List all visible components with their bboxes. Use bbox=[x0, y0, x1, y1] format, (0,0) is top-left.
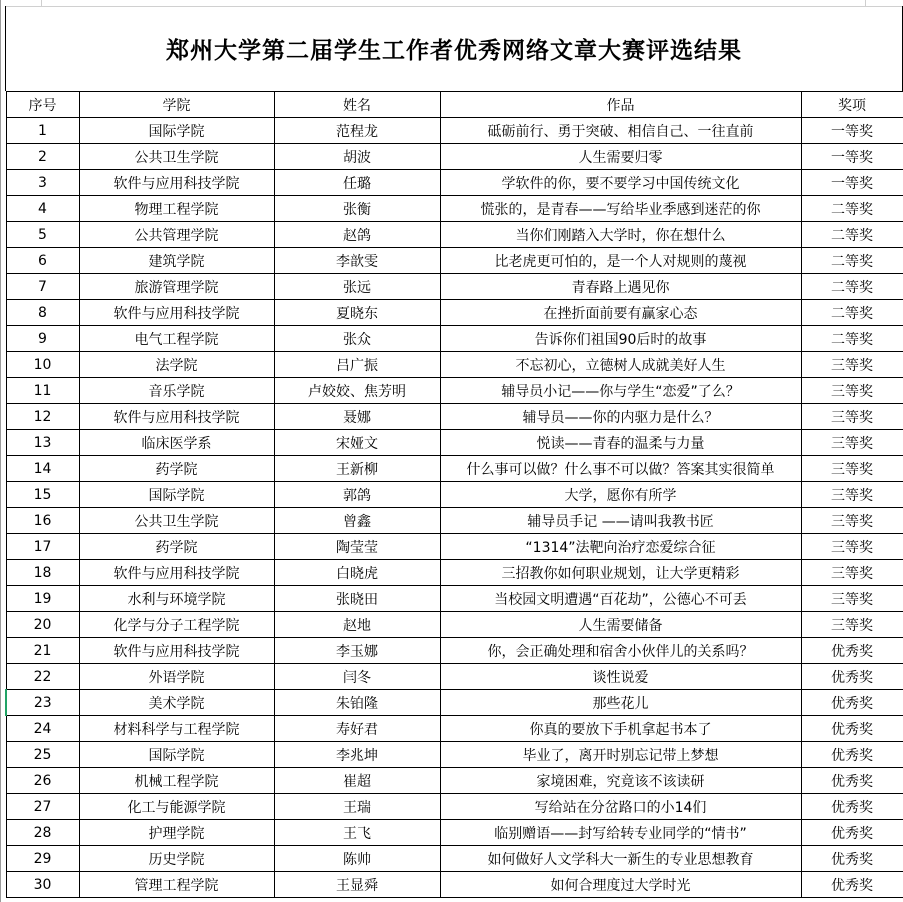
cell-work[interactable]: 不忘初心，立德树人成就美好人生 bbox=[440, 352, 801, 378]
cell-name[interactable]: 聂娜 bbox=[274, 404, 440, 430]
cell-name[interactable]: 张衡 bbox=[274, 196, 440, 222]
cell-college[interactable]: 国际学院 bbox=[79, 742, 274, 768]
table-row bbox=[6, 144, 903, 170]
cell-award[interactable]: 二等奖 bbox=[801, 222, 903, 248]
table-row bbox=[6, 820, 903, 846]
cell-index[interactable]: 8 bbox=[6, 300, 79, 326]
cell-name[interactable]: 陈帅 bbox=[274, 846, 440, 872]
cell-index[interactable]: 5 bbox=[6, 222, 79, 248]
table-row bbox=[6, 534, 903, 560]
cell-work[interactable]: 辅导员手记 ——请叫我教书匠 bbox=[440, 508, 801, 534]
cell-work[interactable]: 家境困难，究竟该不该读研 bbox=[440, 768, 801, 794]
header-row bbox=[6, 92, 903, 118]
cell-college[interactable]: 公共卫生学院 bbox=[79, 508, 274, 534]
table-row bbox=[6, 638, 903, 664]
cell-college[interactable]: 软件与应用科技学院 bbox=[79, 300, 274, 326]
title-cell[interactable] bbox=[5, 6, 903, 91]
cell-college[interactable]: 外语学院 bbox=[79, 664, 274, 690]
cell-index[interactable]: 21 bbox=[6, 638, 79, 664]
cell-college[interactable]: 旅游管理学院 bbox=[79, 274, 274, 300]
cell-award[interactable]: 一等奖 bbox=[801, 118, 903, 144]
cell-name[interactable]: 郭鸽 bbox=[274, 482, 440, 508]
cell-college[interactable]: 药学院 bbox=[79, 534, 274, 560]
header-award[interactable]: 奖项 bbox=[801, 92, 903, 118]
cell-work[interactable]: 悦读——青春的温柔与力量 bbox=[440, 430, 801, 456]
cell-work[interactable]: 辅导员——你的内驱力是什么？ bbox=[440, 404, 801, 430]
cell-name[interactable]: 王新柳 bbox=[274, 456, 440, 482]
cell-college[interactable]: 建筑学院 bbox=[79, 248, 274, 274]
cell-award[interactable]: 三等奖 bbox=[801, 482, 903, 508]
cell-work[interactable]: 三招教你如何职业规划，让大学更精彩 bbox=[440, 560, 801, 586]
cell-name[interactable]: 李歆雯 bbox=[274, 248, 440, 274]
cell-college[interactable]: 软件与应用科技学院 bbox=[79, 404, 274, 430]
cell-work[interactable]: 你真的要放下手机拿起书本了 bbox=[440, 716, 801, 742]
cell-name[interactable]: 卢姣姣、焦芳明 bbox=[274, 378, 440, 404]
cell-work[interactable]: 写给站在分岔路口的小14们 bbox=[440, 794, 801, 820]
cell-index[interactable]: 14 bbox=[6, 456, 79, 482]
spreadsheet bbox=[5, 0, 902, 902]
cell-award[interactable]: 三等奖 bbox=[801, 352, 903, 378]
cell-name[interactable]: 闫冬 bbox=[274, 664, 440, 690]
cell-college[interactable]: 历史学院 bbox=[79, 846, 274, 872]
cell-name[interactable]: 赵鸽 bbox=[274, 222, 440, 248]
cell-award[interactable]: 二等奖 bbox=[801, 326, 903, 352]
cell-college[interactable]: 护理学院 bbox=[79, 820, 274, 846]
cell-award[interactable]: 优秀奖 bbox=[801, 690, 903, 716]
cell-award[interactable]: 三等奖 bbox=[801, 586, 903, 612]
cell-index[interactable]: 27 bbox=[6, 794, 79, 820]
table-row bbox=[6, 118, 903, 144]
cell-college[interactable]: 国际学院 bbox=[79, 482, 274, 508]
cell-college[interactable]: 公共管理学院 bbox=[79, 222, 274, 248]
cell-name[interactable]: 张晓田 bbox=[274, 586, 440, 612]
table-row bbox=[6, 742, 903, 768]
cell-work[interactable]: 临别赠语——封写给转专业同学的“情书” bbox=[440, 820, 801, 846]
results-table bbox=[5, 91, 903, 898]
cell-name[interactable]: 夏晓东 bbox=[274, 300, 440, 326]
cell-index[interactable]: 16 bbox=[6, 508, 79, 534]
cell-award[interactable]: 一等奖 bbox=[801, 170, 903, 196]
table-row bbox=[6, 274, 903, 300]
cell-award[interactable]: 优秀奖 bbox=[801, 664, 903, 690]
cell-index[interactable]: 28 bbox=[6, 820, 79, 846]
table-row bbox=[6, 300, 903, 326]
table-row bbox=[6, 794, 903, 820]
cell-award[interactable]: 优秀奖 bbox=[801, 794, 903, 820]
cell-name[interactable]: 胡波 bbox=[274, 144, 440, 170]
cell-college[interactable]: 物理工程学院 bbox=[79, 196, 274, 222]
cell-award[interactable]: 三等奖 bbox=[801, 378, 903, 404]
cell-college[interactable]: 软件与应用科技学院 bbox=[79, 560, 274, 586]
sheet-left-edge bbox=[0, 0, 1, 902]
cell-award[interactable]: 优秀奖 bbox=[801, 846, 903, 872]
cell-name[interactable]: 王显舜 bbox=[274, 872, 440, 898]
cell-work[interactable]: 人生需要储备 bbox=[440, 612, 801, 638]
cell-name[interactable]: 寿好君 bbox=[274, 716, 440, 742]
table-body bbox=[6, 118, 903, 898]
cell-college[interactable]: 化工与能源学院 bbox=[79, 794, 274, 820]
cell-college[interactable]: 公共卫生学院 bbox=[79, 144, 274, 170]
cell-work[interactable]: 人生需要归零 bbox=[440, 144, 801, 170]
cell-index[interactable]: 30 bbox=[6, 872, 79, 898]
cell-award[interactable]: 三等奖 bbox=[801, 612, 903, 638]
header-work[interactable]: 作品 bbox=[440, 92, 801, 118]
cell-index[interactable]: 25 bbox=[6, 742, 79, 768]
cell-college[interactable]: 药学院 bbox=[79, 456, 274, 482]
cell-award[interactable]: 三等奖 bbox=[801, 430, 903, 456]
table-row bbox=[6, 872, 903, 898]
cell-index[interactable]: 20 bbox=[6, 612, 79, 638]
table-row bbox=[6, 378, 903, 404]
cell-index[interactable]: 17 bbox=[6, 534, 79, 560]
cell-award[interactable]: 二等奖 bbox=[801, 300, 903, 326]
table-row bbox=[6, 430, 903, 456]
cell-work[interactable]: 在挫折面前要有赢家心态 bbox=[440, 300, 801, 326]
cell-award[interactable]: 优秀奖 bbox=[801, 638, 903, 664]
cell-name[interactable]: 范程龙 bbox=[274, 118, 440, 144]
cell-work[interactable]: 大学，愿你有所学 bbox=[440, 482, 801, 508]
cell-award[interactable]: 优秀奖 bbox=[801, 768, 903, 794]
cell-work[interactable]: 毕业了，离开时别忘记带上梦想 bbox=[440, 742, 801, 768]
cell-college[interactable]: 管理工程学院 bbox=[79, 872, 274, 898]
cell-work[interactable]: 慌张的，是青春——写给毕业季感到迷茫的你 bbox=[440, 196, 801, 222]
cell-award[interactable]: 优秀奖 bbox=[801, 820, 903, 846]
cell-award[interactable]: 优秀奖 bbox=[801, 872, 903, 898]
cell-name[interactable]: 张远 bbox=[274, 274, 440, 300]
cell-work[interactable]: 辅导员小记——你与学生“恋爱”了么？ bbox=[440, 378, 801, 404]
cell-index[interactable]: 9 bbox=[6, 326, 79, 352]
table-row bbox=[6, 612, 903, 638]
table-row bbox=[6, 664, 903, 690]
header-index[interactable]: 序号 bbox=[6, 92, 79, 118]
cell-award[interactable]: 三等奖 bbox=[801, 534, 903, 560]
cell-work[interactable]: 砥砺前行、勇于突破、相信自己、一往直前 bbox=[440, 118, 801, 144]
header-name[interactable]: 姓名 bbox=[274, 92, 440, 118]
cell-index[interactable]: 11 bbox=[6, 378, 79, 404]
table-row bbox=[6, 690, 903, 716]
cell-award[interactable]: 三等奖 bbox=[801, 404, 903, 430]
cell-award[interactable]: 三等奖 bbox=[801, 508, 903, 534]
cell-college[interactable]: 机械工程学院 bbox=[79, 768, 274, 794]
cell-college[interactable]: 化学与分子工程学院 bbox=[79, 612, 274, 638]
cell-name[interactable]: 白晓虎 bbox=[274, 560, 440, 586]
cell-award[interactable]: 二等奖 bbox=[801, 248, 903, 274]
cell-name[interactable]: 陶莹莹 bbox=[274, 534, 440, 560]
cell-work[interactable]: 什么事可以做？什么事不可以做？答案其实很简单 bbox=[440, 456, 801, 482]
cell-index[interactable]: 19 bbox=[6, 586, 79, 612]
cell-index[interactable]: 26 bbox=[6, 768, 79, 794]
cell-college[interactable]: 法学院 bbox=[79, 352, 274, 378]
cell-work[interactable]: “1314”法靶向治疗恋爱综合征 bbox=[440, 534, 801, 560]
cell-college[interactable]: 国际学院 bbox=[79, 118, 274, 144]
table-row bbox=[6, 586, 903, 612]
table-row bbox=[6, 560, 903, 586]
cell-college[interactable]: 水利与环境学院 bbox=[79, 586, 274, 612]
cell-index[interactable]: 3 bbox=[6, 170, 79, 196]
table-row bbox=[6, 456, 903, 482]
cell-award[interactable]: 三等奖 bbox=[801, 560, 903, 586]
cell-award[interactable]: 优秀奖 bbox=[801, 742, 903, 768]
cell-index[interactable]: 12 bbox=[6, 404, 79, 430]
cell-name[interactable]: 宋娅文 bbox=[274, 430, 440, 456]
table-row bbox=[6, 222, 903, 248]
cell-index[interactable]: 1 bbox=[6, 118, 79, 144]
table-row bbox=[6, 248, 903, 274]
cell-college[interactable]: 电气工程学院 bbox=[79, 326, 274, 352]
cell-index[interactable]: 15 bbox=[6, 482, 79, 508]
cell-college[interactable]: 美术学院 bbox=[79, 690, 274, 716]
cell-award[interactable]: 优秀奖 bbox=[801, 716, 903, 742]
cell-name[interactable]: 曾鑫 bbox=[274, 508, 440, 534]
cell-work[interactable]: 如何合理度过大学时光 bbox=[440, 872, 801, 898]
cell-name[interactable]: 李兆坤 bbox=[274, 742, 440, 768]
cell-work[interactable]: 谈性说爱 bbox=[440, 664, 801, 690]
cell-index[interactable]: 29 bbox=[6, 846, 79, 872]
cell-award[interactable]: 二等奖 bbox=[801, 274, 903, 300]
table-row bbox=[6, 352, 903, 378]
cell-index[interactable]: 10 bbox=[6, 352, 79, 378]
cell-work[interactable]: 青春路上遇见你 bbox=[440, 274, 801, 300]
cell-award[interactable]: 二等奖 bbox=[801, 196, 903, 222]
cell-name[interactable]: 张众 bbox=[274, 326, 440, 352]
table-row bbox=[6, 846, 903, 872]
cell-award[interactable]: 一等奖 bbox=[801, 144, 903, 170]
table-row bbox=[6, 716, 903, 742]
cell-name[interactable]: 王飞 bbox=[274, 820, 440, 846]
cell-work[interactable]: 你，会正确处理和宿舍小伙伴儿的关系吗？ bbox=[440, 638, 801, 664]
cell-college[interactable]: 音乐学院 bbox=[79, 378, 274, 404]
table-row bbox=[6, 482, 903, 508]
cell-award[interactable]: 三等奖 bbox=[801, 456, 903, 482]
cell-index[interactable]: 2 bbox=[6, 144, 79, 170]
table-row bbox=[6, 508, 903, 534]
cell-name[interactable]: 任璐 bbox=[274, 170, 440, 196]
cell-college[interactable]: 临床医学系 bbox=[79, 430, 274, 456]
cell-index[interactable]: 24 bbox=[6, 716, 79, 742]
cell-name[interactable]: 吕广振 bbox=[274, 352, 440, 378]
cell-work[interactable]: 当你们刚踏入大学时，你在想什么 bbox=[440, 222, 801, 248]
cell-college[interactable]: 软件与应用科技学院 bbox=[79, 638, 274, 664]
cell-index[interactable]: 13 bbox=[6, 430, 79, 456]
cell-name[interactable]: 朱铂隆 bbox=[274, 690, 440, 716]
table-row bbox=[6, 196, 903, 222]
cell-index[interactable]: 6 bbox=[6, 248, 79, 274]
table-row bbox=[6, 326, 903, 352]
cell-name[interactable]: 王瑞 bbox=[274, 794, 440, 820]
cell-work[interactable]: 那些花儿 bbox=[440, 690, 801, 716]
table-row bbox=[6, 404, 903, 430]
cell-work[interactable]: 学软件的你，要不要学习中国传统文化 bbox=[440, 170, 801, 196]
cell-index[interactable]: 4 bbox=[6, 196, 79, 222]
cell-index[interactable]: 7 bbox=[6, 274, 79, 300]
cell-work[interactable]: 当校园文明遭遇“百花劫”，公德心不可丢 bbox=[440, 586, 801, 612]
cell-college[interactable]: 软件与应用科技学院 bbox=[79, 170, 274, 196]
cell-work[interactable]: 比老虎更可怕的，是一个人对规则的蔑视 bbox=[440, 248, 801, 274]
table-row bbox=[6, 768, 903, 794]
cell-college[interactable]: 材料科学与工程学院 bbox=[79, 716, 274, 742]
cell-index[interactable]: 22 bbox=[6, 664, 79, 690]
page-title: 郑州大学第二届学生工作者优秀网络文章大赛评选结果 bbox=[166, 37, 742, 64]
cell-name[interactable]: 赵地 bbox=[274, 612, 440, 638]
cell-work[interactable]: 如何做好人文学科大一新生的专业思想教育 bbox=[440, 846, 801, 872]
cell-index[interactable]: 18 bbox=[6, 560, 79, 586]
cell-name[interactable]: 李玉娜 bbox=[274, 638, 440, 664]
cell-work[interactable]: 告诉你们祖国90后时的故事 bbox=[440, 326, 801, 352]
table-row bbox=[6, 170, 903, 196]
cell-name[interactable]: 崔超 bbox=[274, 768, 440, 794]
cell-index[interactable]: 23 bbox=[6, 690, 79, 716]
header-college[interactable]: 学院 bbox=[79, 92, 274, 118]
